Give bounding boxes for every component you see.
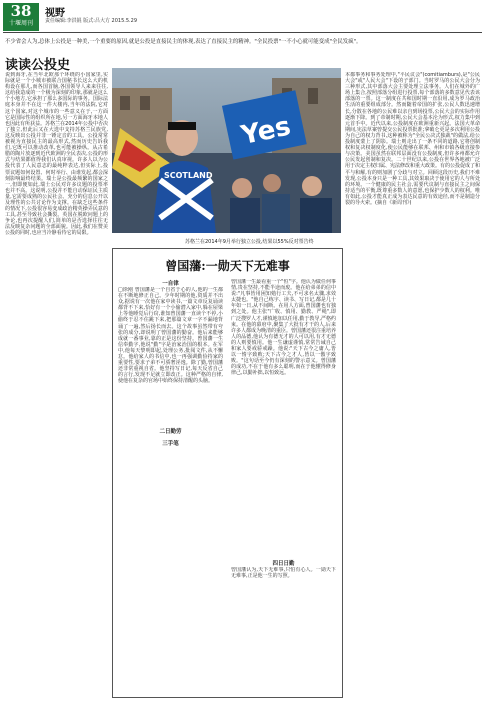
article-headline: 读读公投史 — [5, 58, 71, 73]
sidebar-subhead-3: 三手笔 — [162, 441, 179, 447]
sidebar-closing: 曾国藩认为,天下无难事,只怕有心人。一勋天下无难事,正是他一生的写照。 — [231, 567, 336, 580]
sidebar-subhead-2: 二日勤劳 — [159, 429, 182, 435]
page-number-badge — [3, 3, 39, 31]
sidebar-text-left: □徐刚 曾国藩是一个自省于心的人,他的一生都在不断地修正自己。少年时期的他,资质并不出众,据说有一次他在家中读书,一篇文章反复诵读都背不下来,恰好有一个小偷潜入家中,躲在屋梁上等他睡觉后行窃,谁知曾国藩一直读个不停,小偷终于忍不住跳下来,把那篇文章一字不漏地背诵了一遍,然后扬长而去。这个故事虽然带有夸张的成分,却说明了曾国藩的勤奋。他后来能够成就一番事业,靠的正是这份坚持。曾国藩一生信奉勤字,他说"勤"字是治家治国的根本。在军中,他每天黎明即起,处理公务,批阅文件,从不懈怠。他给家人的书信中,也一再强调勤俭持家的重要性,要求子弟不可骄奢淫逸。除了勤,曾国藩还非常重视自省。他坚持写日记,每天反省自己的言行,发现不足就立即改正。这种严格的自律,使他在复杂的官场中始终保持清醒的头脑。 — [118, 287, 223, 385]
rally-photo-illustration — [112, 68, 341, 233]
section-title: 视野 — [45, 8, 65, 19]
news-photo — [112, 68, 341, 233]
sidebar-title: 曾国藩:一勋天下无难事 — [165, 259, 290, 273]
article-column-left: 说到海牙,在当年北欧那个环绕的小国家里,实际就是一个小城市被联合国秘书长这么大的机构设在那儿,而各国首脑,各国领导人来来往往,这给我造成的一个极为深刻的印象,那就是这么个小地方,它承担了那么多国际的事务。国际法庭本身并不在这一件大楼内,当年的法院,它对这个国家,对这个城市的一些意义在于,一方面它是国际性的组织所在地,另一方面海牙本地人也因此有所获益。苏格兰在2014年公投中否决了独立,但此后又在大选中支持苏格兰民族党,这反映出公投并非一锤定音的工具。公投常常被视为直接民主的最高形式,然而历史告诉我们,它既可以推动改革,也可能被操纵。从古希腊的陶片放逐到近代欧洲的全民表决,公投的形式与结果都值得我们认真审视。许多人以为公投代表了人民意志的最纯粹表达,但实际上,投票议题如何设置、何时举行、由谁发起,都会深刻影响最终结果。瑞士是公投最频繁的国家之一,但即便如此,瑞士公民对许多议题的投票率也并不高。这说明,公投并不能自动保证民主质量,它需要成熟的公民社会、充分的信息公开以及理性的公共讨论作为支撑。在缺乏这些条件的情况下,公投很容易变成政治精英操弄民意的工具,甚至导致社会撕裂。英国在脱欧问题上的争论,也再次提醒人们,简单的是否选择往往无法反映复杂问题的全部面貌。因此,我们在赞美公投的同时,也应当冷静看待它的局限。 — [5, 72, 108, 237]
lead-paragraph: 不少省会人为,总体上公投是一种美,一个重要的原因,就是公投是直接民主的体现,表达了直接民主的精神。"全民投票"一不小心就可能变成"全民发疯"。 — [5, 39, 362, 45]
svg-text:SCOTLAND: SCOTLAND — [164, 171, 213, 180]
issue-label: 十堰周刊 — [8, 20, 33, 27]
svg-text:Yes: Yes — [238, 111, 294, 152]
sidebar-subhead-1: 一自律 — [162, 281, 179, 287]
page-number: 38 — [10, 2, 32, 20]
sidebar-text-right: 曾国藩一生最看重一个"恒"字。他认为做任何事情,贵在坚持,不能半途而废。他在给弟弟的信中说:"凡事皆用困知勉行工夫,不可求名太骤,求效太捷也。"他自己练字、读书、写日记,都是几十年如一日,从不间断。在用人方面,曾国藩也有独到之处。他主张"广收、慎用、勤教、严绳",即广泛搜罗人才,谨慎地加以任用,勤于教导,严格约束。在他的幕府中,聚集了大批有才干的人,后来许多人都成为晚清的重臣。曾国藩还很注重培养人的品德,他认为有德无才的人可以用,有才无德的人则要慎用。他一生谦虚谨慎,常常告诫自己和家人要戒骄戒躁。他说:"天下古今之庸人,皆以一惰字致败;天下古今之才人,皆以一傲字致败。"这句话至今仍有深刻的警示意义。曾国藩的成功,不在于他有多么聪明,而在于他懂得修身律己,以勤补拙,以恒致远。 — [231, 279, 336, 377]
sidebar-subhead-4: 四日日勤 — [272, 561, 295, 567]
page-meta: 责任编辑:李洪锟 版式:吕大方 2015.5.29 — [45, 18, 137, 24]
article-column-right: 本都事务和事务处理中,"平民议会"(comitiamburs),是"公民大会"或"人民大会"下设的子部门。当时罗马的公民大会分为三种形式,其中部落大会主要处理立法事务。人们在城外的广场上集合,按照部落分组进行投票,每个部落的多数意见代表该部落的一票。这一制度在共和国时期一直沿用,成为罗马政治生活的重要组成部分。然而随着帝国的扩张,公民人数迅速增长,分散在各地的公民难以亲自到场投票,公民大会的实际作用逐渐下降。到了帝制时期,公民大会基本沦为形式,权力集中到元首手中。近代以来,公投制度在欧洲重新兴起。法国大革命期间,宪法草案曾提交公民投票批准;拿破仑更是多次利用公投为自己的权力背书,这种被称为"全民公决式独裁"的做法,给公投制度蒙上了阴影。瑞士则走出了一条不同的道路,它将创制权和复决权制度化,使公民能够在联邦、州和市镇各级直接参与决策。美国虽然在联邦层面没有公投制度,但许多州都允许公民发起创制和复决。二十世纪以来,公投在世界各地被广泛用于决定主权归属、宪法修改和重大政策。有的公投促成了和平与和解,有的则加剧了分歧与对立。回顾这段历史,我们不难发现,公投本身只是一种工具,其效果取决于使用它的人与所处的环境。一个健康的民主社会,需要代议制与直接民主之间保持适当的平衡,既尊重多数人的意愿,也保护少数人的权利。唯有如此,公投才能真正成为表达民意的有效途径,而不是制造分裂的导火索。(摘自《新周刊》) — [345, 72, 480, 206]
header-divider — [3, 32, 482, 33]
photo-caption: 苏格兰在2014年9月举行独立公投,结果以55%反对票告终 — [185, 239, 314, 245]
sidebar-column-left — [118, 279, 223, 691]
sidebar-column-right — [231, 279, 336, 691]
sidebar-box — [112, 248, 343, 698]
